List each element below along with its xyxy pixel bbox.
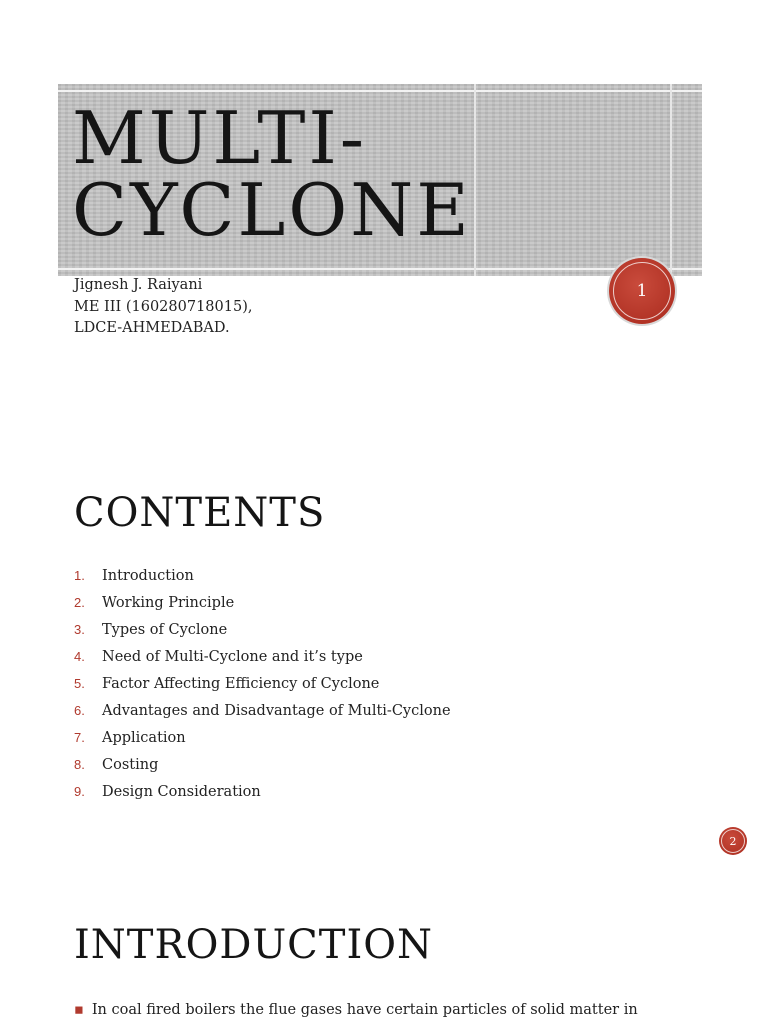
list-item <box>74 730 451 757</box>
author-info <box>74 275 252 340</box>
item-number: 3. <box>74 622 85 637</box>
bullet-icon: ▪ <box>74 1002 84 1018</box>
title-slide <box>0 0 768 440</box>
item-number: 9. <box>74 784 85 799</box>
list-item <box>74 784 451 811</box>
item-label: Need of Multi-Cyclone and it’s type <box>102 649 363 665</box>
item-label: Application <box>102 730 186 746</box>
slide-number-badge <box>719 827 747 855</box>
slide-title <box>72 96 472 252</box>
item-number: 7. <box>74 730 85 745</box>
item-label: Working Principle <box>102 595 235 611</box>
title-banner <box>58 84 702 276</box>
bullet-paragraph <box>74 1000 696 1020</box>
slide-number: 1 <box>636 281 648 301</box>
list-item <box>74 622 451 649</box>
slide-number-badge <box>609 258 675 324</box>
banner-divider <box>58 90 702 92</box>
item-number: 5. <box>74 676 85 691</box>
bullet-text: In coal fired boilers the flue gases have certain particles of solid matter in <box>91 1002 638 1018</box>
contents-heading: CONTENTS <box>74 490 326 536</box>
item-label: Types of Cyclone <box>102 622 228 638</box>
item-label: Factor Affecting Efficiency of Cyclone <box>102 676 380 692</box>
banner-divider <box>670 84 672 276</box>
list-item <box>74 676 451 703</box>
list-item <box>74 703 451 730</box>
item-number: 8. <box>74 757 85 772</box>
slide-title-line: CYCLONE <box>72 168 472 252</box>
item-number: 6. <box>74 703 85 718</box>
slide-number: 2 <box>729 834 737 848</box>
list-item <box>74 649 451 676</box>
item-label: Introduction <box>102 568 194 584</box>
list-item <box>74 595 451 622</box>
banner-divider <box>58 268 702 270</box>
author-degree: ME III (160280718015), <box>74 298 253 315</box>
item-number: 1. <box>74 568 85 583</box>
item-label: Design Consideration <box>102 784 261 800</box>
introduction-heading: INTRODUCTION <box>74 922 434 968</box>
contents-list <box>74 568 451 811</box>
item-label: Advantages and Disadvantage of Multi-Cyclone <box>102 703 451 719</box>
author-institute: LDCE-AHMEDABAD. <box>74 320 230 336</box>
banner-divider <box>474 84 476 276</box>
list-item <box>74 757 451 784</box>
item-number: 2. <box>74 595 85 610</box>
slide-title-line: MULTI- <box>72 96 368 180</box>
item-label: Costing <box>102 757 159 773</box>
author-name: Jignesh J. Raiyani <box>74 277 203 293</box>
contents-slide <box>0 440 768 860</box>
item-number: 4. <box>74 649 85 664</box>
introduction-slide <box>0 860 768 1024</box>
list-item <box>74 568 451 595</box>
